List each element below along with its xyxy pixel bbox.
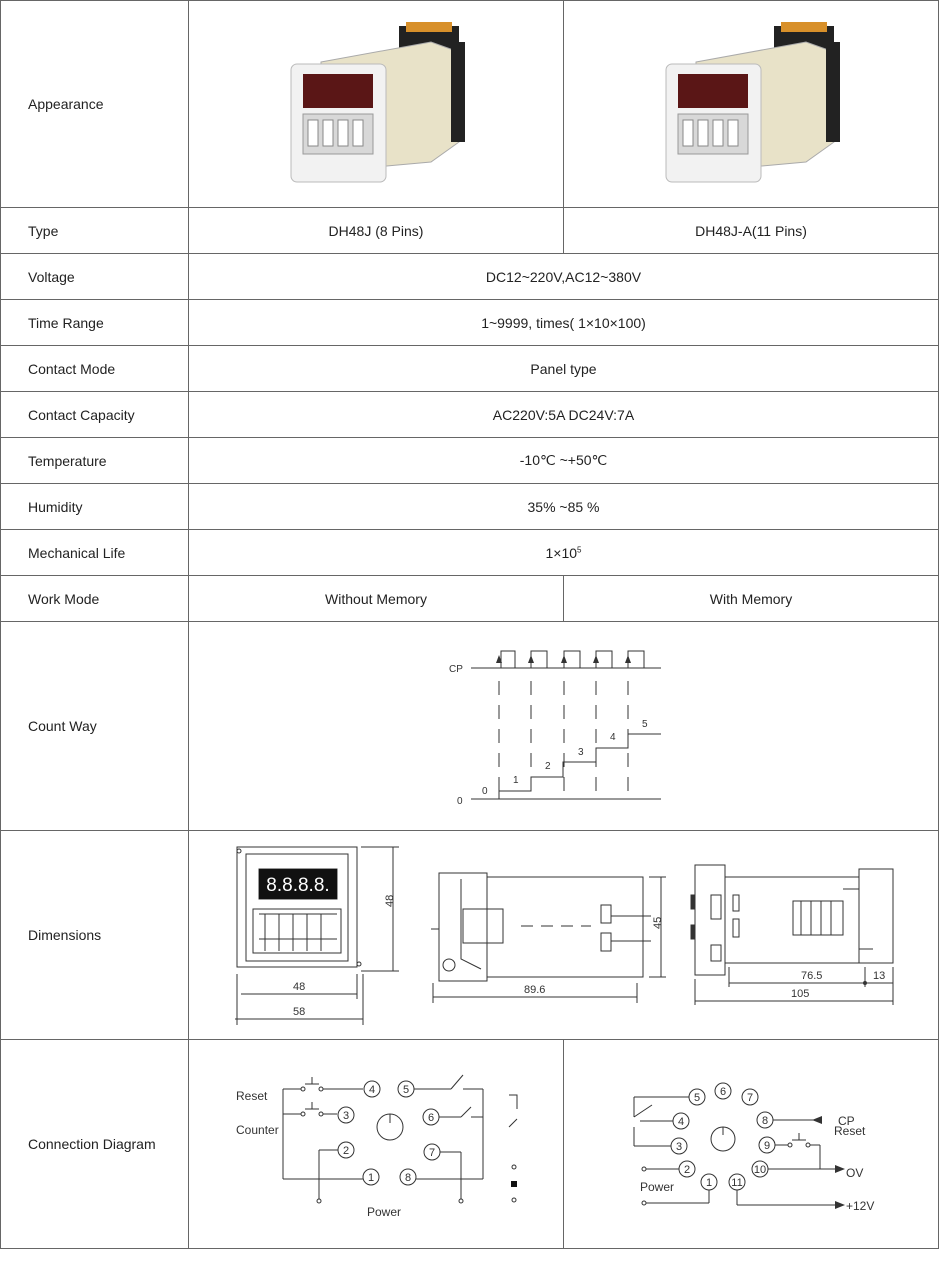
appearance-11pin (564, 1, 939, 208)
work-mode-without-memory: Without Memory (189, 576, 564, 622)
label-mechanical-life: Mechanical Life (1, 530, 189, 576)
cp-label: CP (449, 663, 463, 675)
dim-105: 105 (791, 987, 810, 1000)
step-label: 5 (642, 718, 648, 730)
connection-diagram-8pin (189, 1041, 564, 1248)
pin-number: 6 (427, 1111, 435, 1124)
label-voltage: Voltage (1, 254, 189, 300)
mechanical-life-value (189, 530, 939, 576)
label-time-range: Time Range (1, 300, 189, 346)
pin-number: 1 (367, 1171, 375, 1184)
label-humidity: Humidity (1, 484, 189, 530)
ov-label: OV (846, 1165, 864, 1180)
pin-number: 6 (719, 1085, 727, 1098)
count-way-diagram (189, 623, 940, 830)
type-11pin: DH48J-A(11 Pins) (564, 208, 939, 254)
dim-76-5: 76.5 (801, 969, 823, 982)
counter-label: Counter (236, 1122, 279, 1137)
label-temperature: Temperature (1, 438, 189, 484)
voltage-value: DC12~220V,AC12~380V (189, 254, 939, 300)
pin-number: 4 (368, 1083, 376, 1096)
pin-number: 8 (761, 1114, 769, 1127)
label-contact-mode: Contact Mode (1, 346, 189, 392)
step-label: 1 (513, 774, 519, 786)
pin-number: 7 (746, 1091, 754, 1104)
pin-number: 10 (753, 1163, 767, 1176)
label-contact-capacity: Contact Capacity (1, 392, 189, 438)
timer-relay-image (281, 22, 471, 187)
dimensions-diagram-cell (189, 831, 939, 1040)
pin-number: 9 (763, 1139, 771, 1152)
pin-number: 3 (342, 1109, 350, 1122)
label-work-mode: Work Mode (1, 576, 189, 622)
connection-11pin (564, 1040, 939, 1249)
work-mode-with-memory: With Memory (564, 576, 939, 622)
reset-label: Reset (236, 1088, 268, 1103)
pin-number: 11 (731, 1176, 743, 1189)
pin-number: 1 (705, 1176, 713, 1189)
step-label: 2 (545, 760, 551, 772)
led-display-text: 8.8.8.8. (266, 874, 330, 896)
step-label: 4 (610, 731, 616, 743)
label-count-way: Count Way (1, 622, 189, 831)
time-range-value: 1~9999, times( 1×10×100) (189, 300, 939, 346)
humidity-value: 35% ~85 % (189, 484, 939, 530)
timer-relay-image (656, 22, 846, 187)
label-dimensions: Dimensions (1, 831, 189, 1040)
temperature-value: -10℃ ~+50℃ (189, 438, 939, 484)
label-connection-diagram: Connection Diagram (1, 1040, 189, 1249)
dim-13: 13 (873, 969, 886, 982)
cp-label: CP (838, 1113, 855, 1128)
connection-diagram-11pin (564, 1041, 939, 1248)
connection-8pin (189, 1040, 564, 1249)
dim-58: 58 (293, 1005, 306, 1018)
pin-number: 8 (404, 1171, 412, 1184)
pin-number: 5 (693, 1091, 701, 1104)
step-label: 3 (578, 746, 584, 758)
pin-number: 2 (342, 1144, 350, 1157)
pin-number: 2 (683, 1163, 691, 1176)
step-label: 0 (482, 785, 488, 797)
pin-number: 4 (677, 1115, 685, 1128)
zero-label: 0 (457, 795, 463, 807)
pin-number: 7 (428, 1146, 436, 1159)
pin-number: 5 (402, 1083, 410, 1096)
dimensions-diagram (189, 832, 940, 1039)
power-label: Power (640, 1179, 675, 1194)
reset-label: Reset (834, 1123, 866, 1138)
dim-45: 45 (652, 916, 664, 929)
contact-capacity-value: AC220V:5A DC24V:7A (189, 392, 939, 438)
label-appearance: Appearance (1, 1, 189, 208)
dim-48-vertical: 48 (384, 894, 396, 907)
appearance-8pin (189, 1, 564, 208)
count-way-diagram-cell (189, 622, 939, 831)
label-type: Type (1, 208, 189, 254)
plus12v-label: +12V (846, 1198, 875, 1213)
type-8pin: DH48J (8 Pins) (189, 208, 564, 254)
mechanical-life-exponent: 5 (577, 544, 582, 554)
contact-mode-value: Panel type (189, 346, 939, 392)
dim-89-6: 89.6 (524, 983, 546, 996)
mechanical-life-base: 1×10 (545, 544, 578, 561)
pin-number: 3 (675, 1140, 683, 1153)
power-label: Power (367, 1204, 402, 1219)
dim-48-horizontal: 48 (293, 980, 306, 993)
